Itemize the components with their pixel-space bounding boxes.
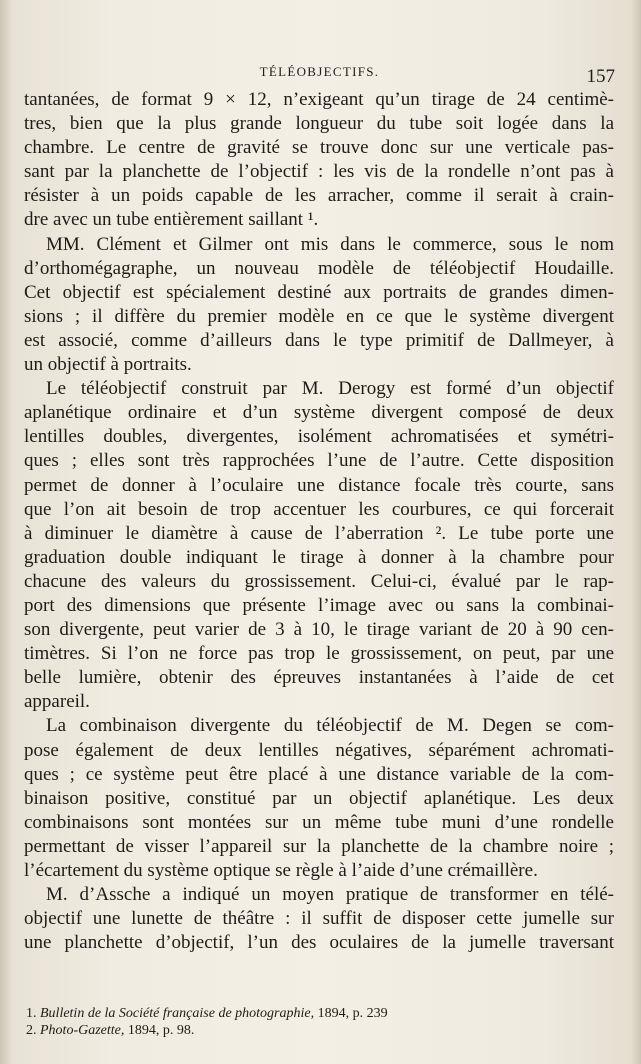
text-line: ques ; elles sont très rapprochées l’une de l’autre. Cette disposition bbox=[24, 450, 614, 472]
footnote-number: 2. bbox=[26, 1023, 37, 1038]
text-line: MM. Clément et Gilmer ont mis dans le commerce, sous le nom bbox=[46, 233, 614, 255]
footnote-reference: 1894, p. 98. bbox=[124, 1023, 195, 1038]
text-line: M. d’Assche a indiqué un moyen pratique de transformer en télé- bbox=[46, 884, 614, 906]
text-line: son divergente, peut varier de 3 à 10, le tirage variant de 20 à 90 cen- bbox=[24, 619, 614, 641]
text-line: pose également de deux lentilles négatives, séparément achromati- bbox=[24, 739, 614, 761]
text-line: chambre. Le centre de gravité se trouve donc sur une verticale pas- bbox=[24, 137, 614, 159]
text-line: est associé, comme d’ailleurs dans le type primitif de Dallmeyer, à bbox=[24, 329, 614, 351]
text-line: aplanétique ordinaire et d’un système divergent composé de deux bbox=[24, 402, 614, 424]
text-line: dre avec un tube entièrement saillant ¹. bbox=[24, 209, 319, 231]
body-text bbox=[24, 88, 614, 955]
footnote-source-title: Bulletin de la Société française de photographie, bbox=[40, 1006, 315, 1021]
text-line: belle lumière, obtenir des épreuves instantanées à l’aide de cet bbox=[24, 667, 614, 689]
page-edge-shadow bbox=[631, 0, 641, 1064]
text-line: binaison positive, constitué par un objectif aplanétique. Les deux bbox=[24, 787, 614, 809]
text-line: La combinaison divergente du téléobjectif de M. Degen se com- bbox=[46, 715, 614, 737]
text-line: appareil. bbox=[24, 691, 90, 713]
text-line: graduation double indiquant le tirage à donner à la chambre pour bbox=[24, 546, 614, 568]
text-line: sant par la planchette de l’objectif : les vis de la rondelle n’ont pas à bbox=[24, 161, 614, 183]
text-line: permet de donner à l’oculaire une distance focale très courte, sans bbox=[24, 474, 614, 496]
footnote-1 bbox=[26, 1005, 606, 1022]
text-line: d’orthomégagraphe, un nouveau modèle de téléobjectif Houdaille. bbox=[24, 257, 614, 279]
running-title: TÉLÉOBJECTIFS. bbox=[259, 64, 380, 79]
text-line: sions ; il diffère du premier modèle en ce que le système divergent bbox=[24, 305, 614, 327]
page-number: 157 bbox=[586, 66, 615, 87]
text-line: objectif une lunette de théâtre : il suffit de disposer cette jumelle sur bbox=[24, 908, 614, 930]
footnote-reference: 1894, p. 239 bbox=[314, 1006, 388, 1021]
text-line: ques ; ce système peut être placé à une distance variable de la com- bbox=[24, 763, 614, 785]
text-line: à diminuer le diamètre à cause de l’aberration ². Le tube porte une bbox=[24, 522, 614, 544]
text-line: combinaisons sont montées sur un même tube muni d’une rondelle bbox=[24, 811, 614, 833]
page-gutter-shadow bbox=[0, 0, 12, 1064]
footnotes bbox=[26, 1005, 606, 1039]
text-line: une planchette d’objectif, l’un des oculaires de la jumelle traversant bbox=[24, 932, 614, 954]
text-line: résister à un poids capable de les arracher, comme il serait à crain- bbox=[24, 185, 614, 207]
text-line: un objectif à portraits. bbox=[24, 354, 192, 376]
text-line: l’écartement du système optique se règle à l’aide d’une crémaillère. bbox=[24, 860, 538, 881]
text-line: permettant de visser l’appareil sur la planchette de la chambre noire ; bbox=[24, 835, 614, 857]
footnote-number: 1. bbox=[26, 1006, 37, 1021]
running-head bbox=[22, 64, 617, 88]
footnote-source-title: Photo-Gazette, bbox=[40, 1023, 125, 1038]
text-line: port des dimensions que présente l’image avec ou sans la combinai- bbox=[24, 594, 614, 616]
text-line: tres, bien que la plus grande longueur du tube soit logée dans la bbox=[24, 113, 614, 135]
text-line: timètres. Si l’on ne force pas trop le grossissement, on peut, par une bbox=[24, 643, 614, 665]
footnote-2 bbox=[26, 1022, 606, 1039]
text-line: chacune des valeurs du grossissement. Celui-ci, évalué par le rap- bbox=[24, 570, 614, 592]
text-line: lentilles doubles, divergentes, isolément achromatisées et symétri- bbox=[24, 426, 614, 448]
text-line: que l’on ait besoin de trop accentuer les courbures, ce qui forcerait bbox=[24, 498, 614, 520]
text-line: Cet objectif est spécialement destiné aux portraits de grandes dimen- bbox=[24, 281, 614, 303]
text-line: tantanées, de format 9 × 12, n’exigeant qu’un tirage de 24 centimè- bbox=[24, 89, 614, 110]
text-line: Le téléobjectif construit par M. Derogy est formé d’un objectif bbox=[46, 378, 614, 400]
